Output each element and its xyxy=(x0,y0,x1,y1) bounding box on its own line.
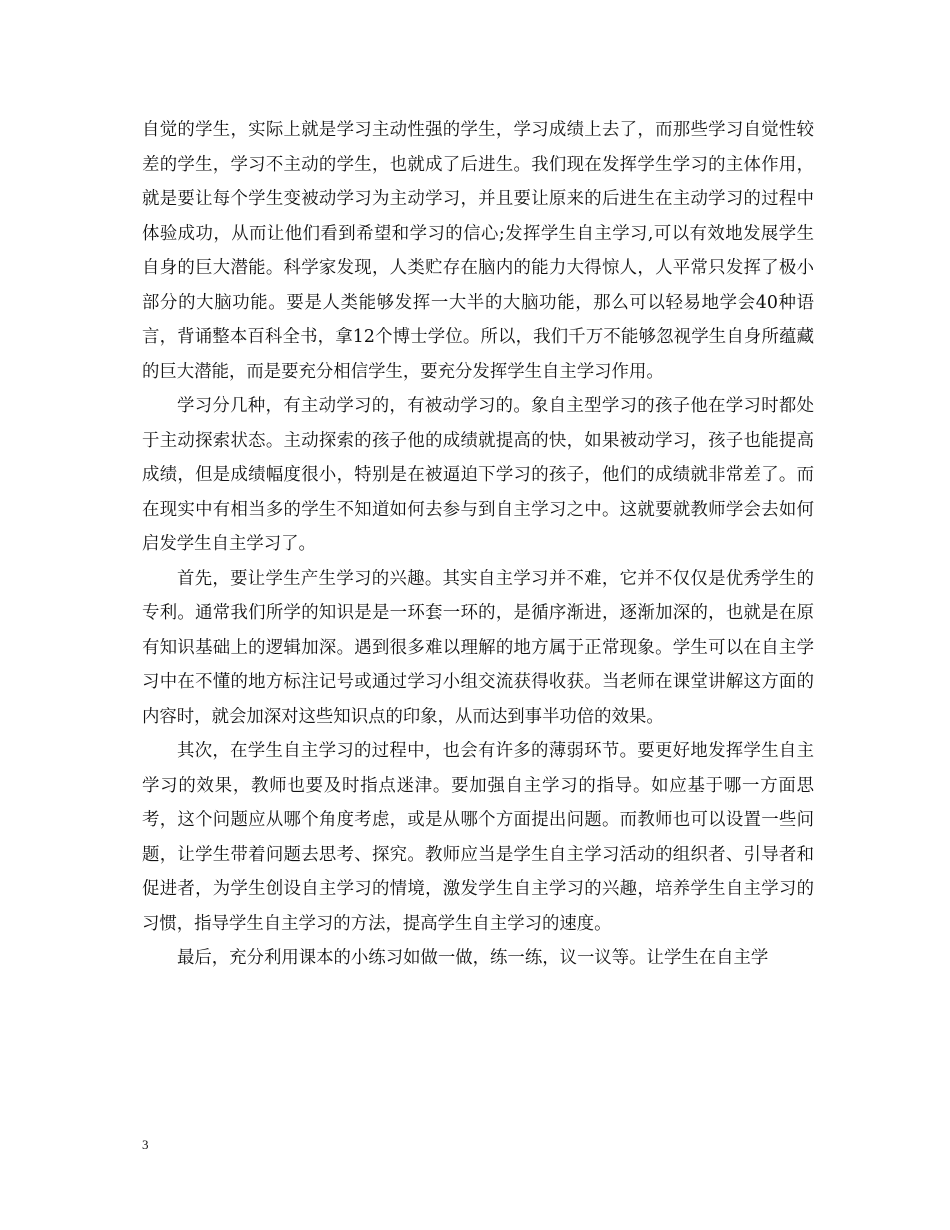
paragraph-5: 最后，充分利用课本的小练习如做一做，练一练，议一议等。让学生在自主学 xyxy=(177,948,769,968)
paragraph-4: 其次，在学生自主学习的过程中，也会有许多的薄弱环节。要更好地发挥学生自主学习的效果，教师也要及时指点迷津。要加强自主学习的指导。如应基于哪一方面思考，这个问题应从哪个角度考虑，或是从哪个方面提出问题。而教师也可以设置一些问题，让学生带着问题去思考、探究。教师应当是学生自主学习活动的组织者、引导者和促进者，为学生创设自主学习的情境，激发学生自主学习的兴趣，培养学生自主学习的习惯，指导学生自主学习的方法，提高学生自主学习的速度。 xyxy=(142,741,814,934)
page-number: 3 xyxy=(142,1137,149,1152)
paragraph-1: 自觉的学生，实际上就是学习主动性强的学生，学习成绩上去了，而那些学习自觉性较差的学生，学习不主动的学生，也就成了后进生。我们现在发挥学生学习的主体作用，就是要让每个学生变被动学习为主动学习，并且要让原来的后进生在主动学习的过程中体验成功，从而让他们看到希望和学习的信心;发挥学生自主学习,可以有效地发展学生自身的巨大潜能。科学家发现，人类贮存在脑内的能力大得惊人，人平常只发挥了极小部分的大脑功能。要是人类能够发挥一大半的大脑功能，那么可以轻易地学会40种语言，背诵整本百科全书，拿12个博士学位。所以，我们千万不能够忽视学生自身所蕴藏的巨大潜能，而是要充分相信学生，要充分发挥学生自主学习作用。 xyxy=(142,120,814,382)
paragraph-2: 学习分几种，有主动学习的，有被动学习的。象自主型学习的孩子他在学习时都处于主动探索状态。主动探索的孩子他的成绩就提高的快，如果被动学习，孩子也能提高成绩，但是成绩幅度很小，特别是在被逼迫下学习的孩子，他们的成绩就非常差了。而在现实中有相当多的学生不知道如何去参与到自主学习之中。这就要就教师学会去如何启发学生自主学习了。 xyxy=(142,396,814,554)
document-body xyxy=(142,113,814,976)
paragraph-3: 首先，要让学生产生学习的兴趣。其实自主学习并不难，它并不仅仅是优秀学生的专利。通常我们所学的知识是是一环套一环的，是循序渐进，逐渐加深的，也就是在原有知识基础上的逻辑加深。遇到很多难以理解的地方属于正常现象。学生可以在自主学习中在不懂的地方标注记号或通过学习小组交流获得收获。当老师在课堂讲解这方面的内容时，就会加深对这些知识点的印象，从而达到事半功倍的效果。 xyxy=(142,568,814,727)
